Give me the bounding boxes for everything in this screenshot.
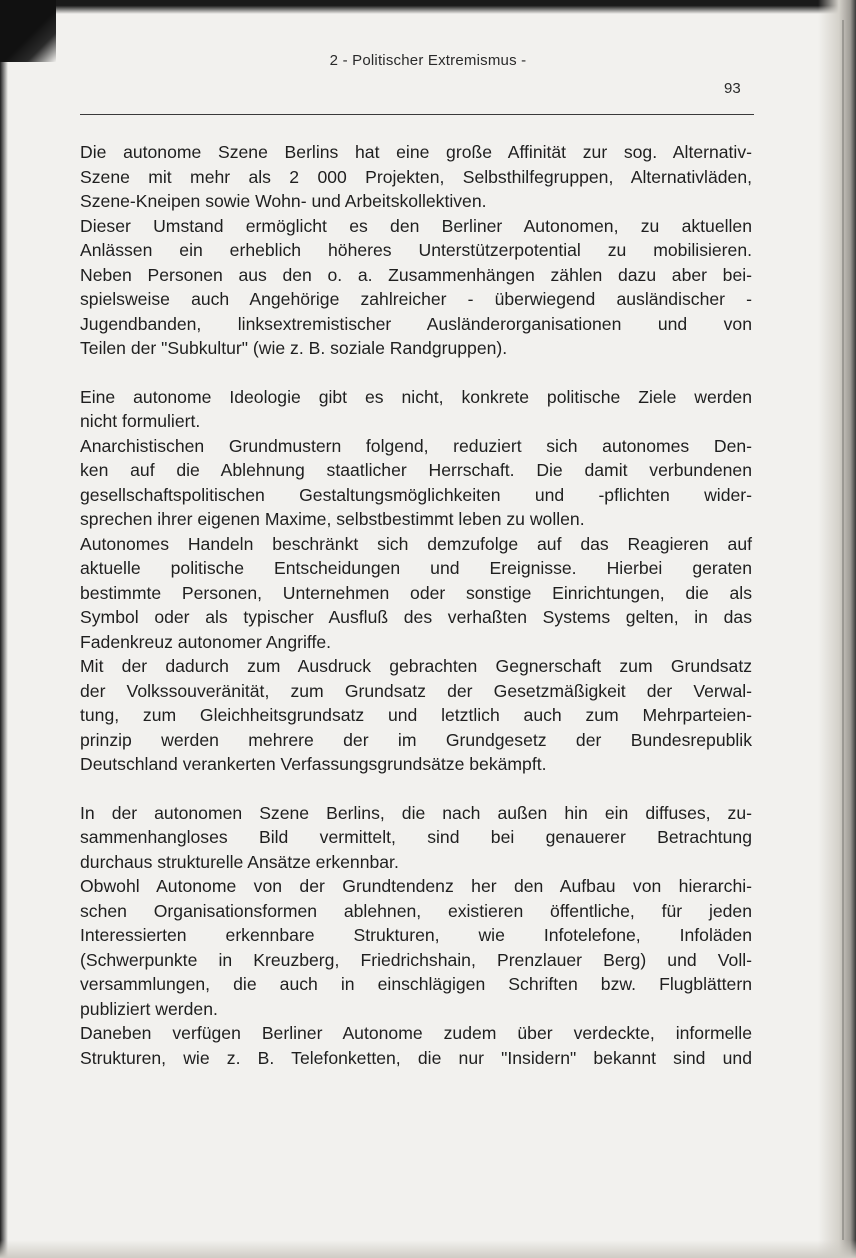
text-line: versammlungen, die auch in einschlägigen Schriften bzw. Flugblättern (80, 974, 752, 994)
text-line: publiziert werden. (80, 998, 218, 1019)
text-line: In der autonomen Szene Berlins, die nach außen hin ein diffuses, zu- (80, 802, 752, 823)
text-line: Daneben verfügen Berliner Autonome zudem über verdeckte, informelle (80, 1023, 752, 1043)
text-line: Deutschland verankerten Verfassungsgrundsätze bekämpft. (80, 754, 547, 774)
scan-left-shadow (0, 0, 8, 1258)
text-line: sprechen ihrer eigenen Maxime, selbstbestimmt leben zu wollen. (80, 509, 585, 529)
text-line: spielsweise auch Angehörige zahlreicher - überwiegend ausländischer - (80, 289, 752, 309)
book-page-edge (818, 0, 856, 1258)
running-header: 2 - Politischer Extremismus - (329, 52, 527, 69)
paragraph (80, 140, 752, 214)
text-line: Fadenkreuz autonomer Angriffe. (80, 631, 332, 652)
text-line: Neben Personen aus den o. a. Zusammenhängen zählen dazu aber bei- (80, 264, 752, 285)
paragraph (80, 385, 752, 434)
text-line: Anlässen ein erheblich höheres Unterstützerpotential zu mobilisieren. (80, 240, 752, 260)
paragraph (80, 214, 752, 361)
text-line: tung, zum Gleichheitsgrundsatz und letztlich auch zum Mehrparteien- (80, 705, 752, 725)
paragraph (80, 532, 752, 655)
text-line: durchaus strukturelle Ansätze erkennbar. (80, 851, 399, 872)
text-line: Anarchistischen Grundmustern folgend, reduziert sich autonomes Den- (80, 435, 752, 456)
body-text (80, 140, 752, 1070)
text-line: Szene-Kneipen sowie Wohn- und Arbeitskollektiven. (80, 191, 487, 211)
paragraph (80, 874, 752, 1021)
paragraph (80, 1021, 752, 1070)
scan-top-shadow (0, 0, 856, 14)
text-line: prinzip werden mehrere der im Grundgesetz der Bundesrepublik (80, 729, 752, 750)
text-line: der Volkssouveränität, zum Grundsatz der Gesetzmäßigkeit der Verwal- (80, 680, 752, 701)
text-line: Szene mit mehr als 2 000 Projekten, Selbsthilfegruppen, Alternativläden, (80, 166, 752, 187)
text-line: aktuelle politische Entscheidungen und Ereignisse. Hierbei geraten (80, 558, 752, 578)
text-line: bestimmte Personen, Unternehmen oder sonstige Einrichtungen, die als (80, 582, 752, 603)
paragraph (80, 801, 752, 875)
text-line: Interessierten erkennbare Strukturen, wie Infotelefone, Infoläden (80, 925, 752, 945)
paragraph (80, 654, 752, 777)
text-line: nicht formuliert. (80, 411, 201, 431)
text-line: Mit der dadurch zum Ausdruck gebrachten Gegnerschaft zum Grundsatz (80, 656, 752, 676)
text-line: Obwohl Autonome von der Grundtendenz her den Aufbau von hierarchi- (80, 876, 752, 896)
paragraph (80, 434, 752, 532)
text-line: Teilen der "Subkultur" (wie z. B. soziale Randgruppen). (80, 338, 508, 358)
text-line: Eine autonome Ideologie gibt es nicht, konkrete politische Ziele werden (80, 386, 752, 407)
text-line: Strukturen, wie z. B. Telefonketten, die nur "Insidern" bekannt sind und (80, 1047, 752, 1068)
text-line: Autonomes Handeln beschränkt sich demzufolge auf das Reagieren auf (80, 533, 752, 554)
text-line: Symbol oder als typischer Ausfluß des verhaßten Systems gelten, in das (80, 607, 752, 627)
text-line: schen Organisationsformen ablehnen, existieren öffentliche, für jeden (80, 900, 752, 921)
text-line: gesellschaftspolitischen Gestaltungsmöglichkeiten und -pflichten wider- (80, 484, 752, 505)
header-rule (80, 114, 754, 115)
text-line: Jugendbanden, linksextremistischer Ausländerorganisationen und von (80, 313, 752, 334)
scan-bottom-shade (0, 1240, 856, 1258)
text-line: sammenhangloses Bild vermittelt, sind bei genauerer Betrachtung (80, 827, 752, 847)
text-line: Die autonome Szene Berlins hat eine große Affinität zur sog. Alternativ- (80, 142, 752, 162)
text-line: (Schwerpunkte in Kreuzberg, Friedrichshain, Prenzlauer Berg) und Voll- (80, 949, 752, 970)
text-line: ken auf die Ablehnung staatlicher Herrschaft. Die damit verbundenen (80, 460, 752, 480)
page-number: 93 (724, 80, 741, 97)
text-line: Dieser Umstand ermöglicht es den Berliner Autonomen, zu aktuellen (80, 215, 752, 236)
